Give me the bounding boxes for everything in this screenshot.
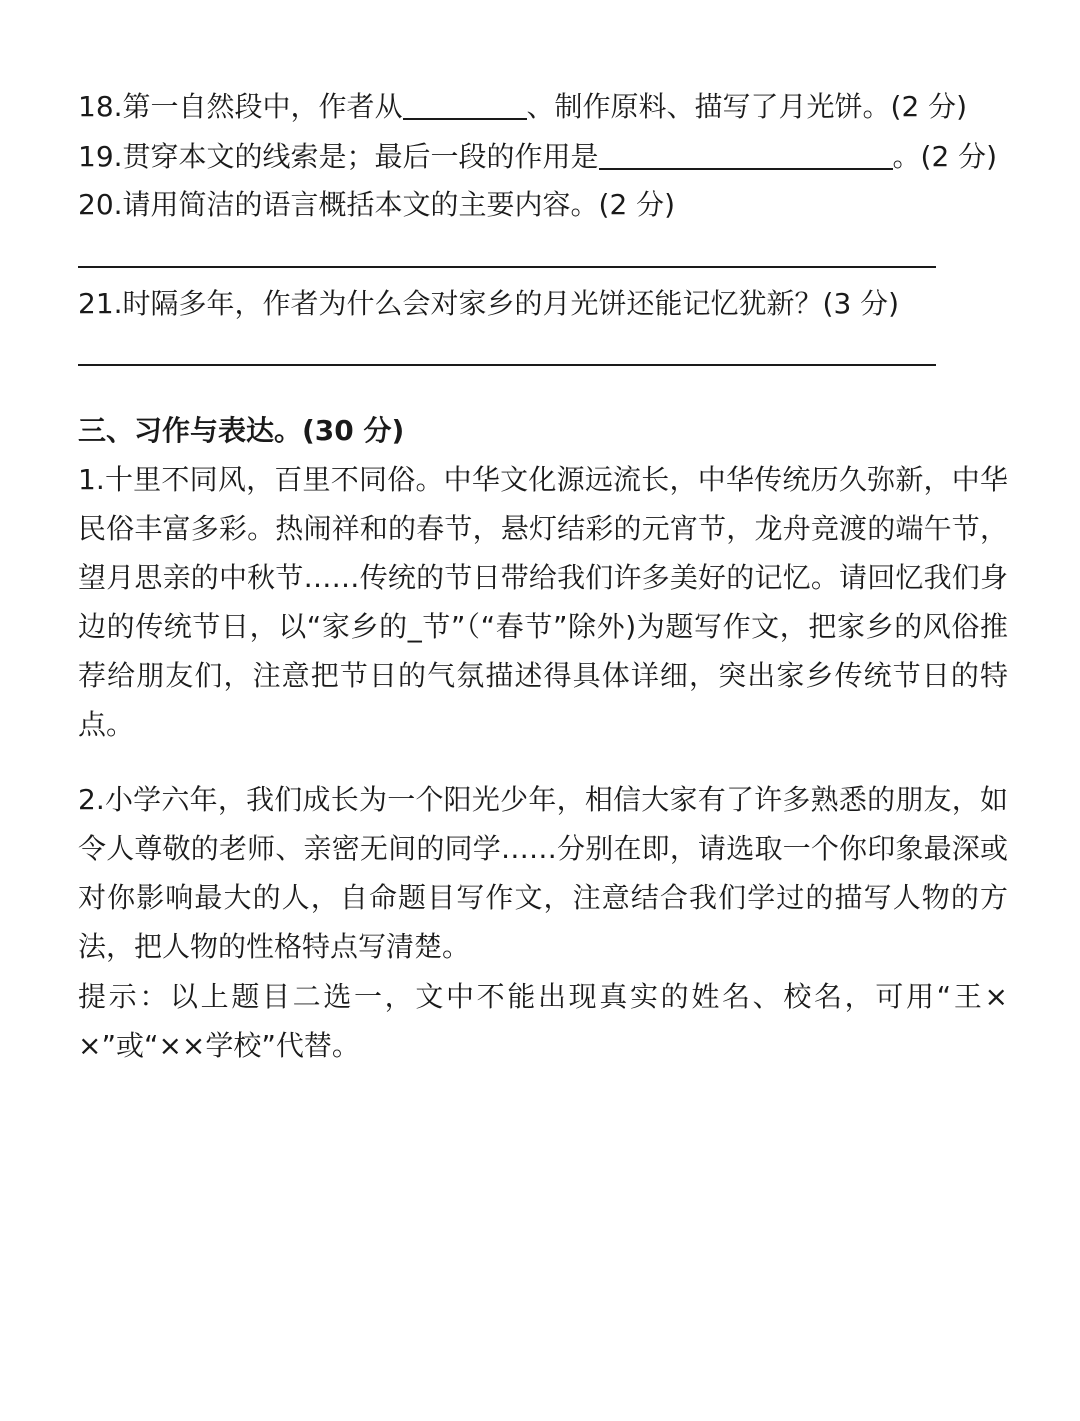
section-3-title: 三、习作与表达。(30 分) [78,414,405,447]
question-20-answer-line[interactable] [78,266,936,268]
question-19-text-after: 。(2 分) [892,140,998,173]
question-21: 21.时隔多年，作者为什么会对家乡的月光饼还能记忆犹新？(3 分) [78,287,900,320]
question-18-blank[interactable] [403,88,527,120]
question-18 [78,82,967,131]
essay-prompt-1: 1.十里不同风，百里不同俗。中华文化源远流长，中华传统历久弥新，中华民俗丰富多彩。热闹祥和的春节，悬灯结彩的元宵节，龙舟竞渡的端午节，望月思亲的中秋节……传统的节日带给我们许多美好的记忆。请回忆我们身边的传统节日，以“家乡的_节”（“春节”除外)为题写作文，把家乡的风俗推荐给朋友们，注意把节日的气氛描述得具体详细，突出家乡传统节日的特点。 [78,463,1008,741]
essay-prompt-2: 2.小学六年，我们成长为一个阳光少年，相信大家有了许多熟悉的朋友，如令人尊敬的老师、亲密无间的同学……分别在即，请选取一个你印象最深或对你影响最大的人，自命题目写作文，注意结合我们学过的描写人物的方法，把人物的性格特点写清楚。 [78,783,1008,963]
question-21-answer-line[interactable] [78,364,936,366]
essay-hint: 提示：以上题目二选一，文中不能出现真实的姓名、校名，可用“王××”或“××学校”代替。 [78,980,1008,1062]
question-18-text-before: 18.第一自然段中，作者从 [78,90,403,123]
question-18-text-after: 、制作原料、描写了月光饼。(2 分) [526,90,968,123]
question-19-text-before: 19.贯穿本文的线索是；最后一段的作用是 [78,140,599,173]
question-19-blank[interactable] [599,138,893,170]
question-19 [78,132,997,181]
question-20: 20.请用简洁的语言概括本文的主要内容。(2 分) [78,188,676,221]
